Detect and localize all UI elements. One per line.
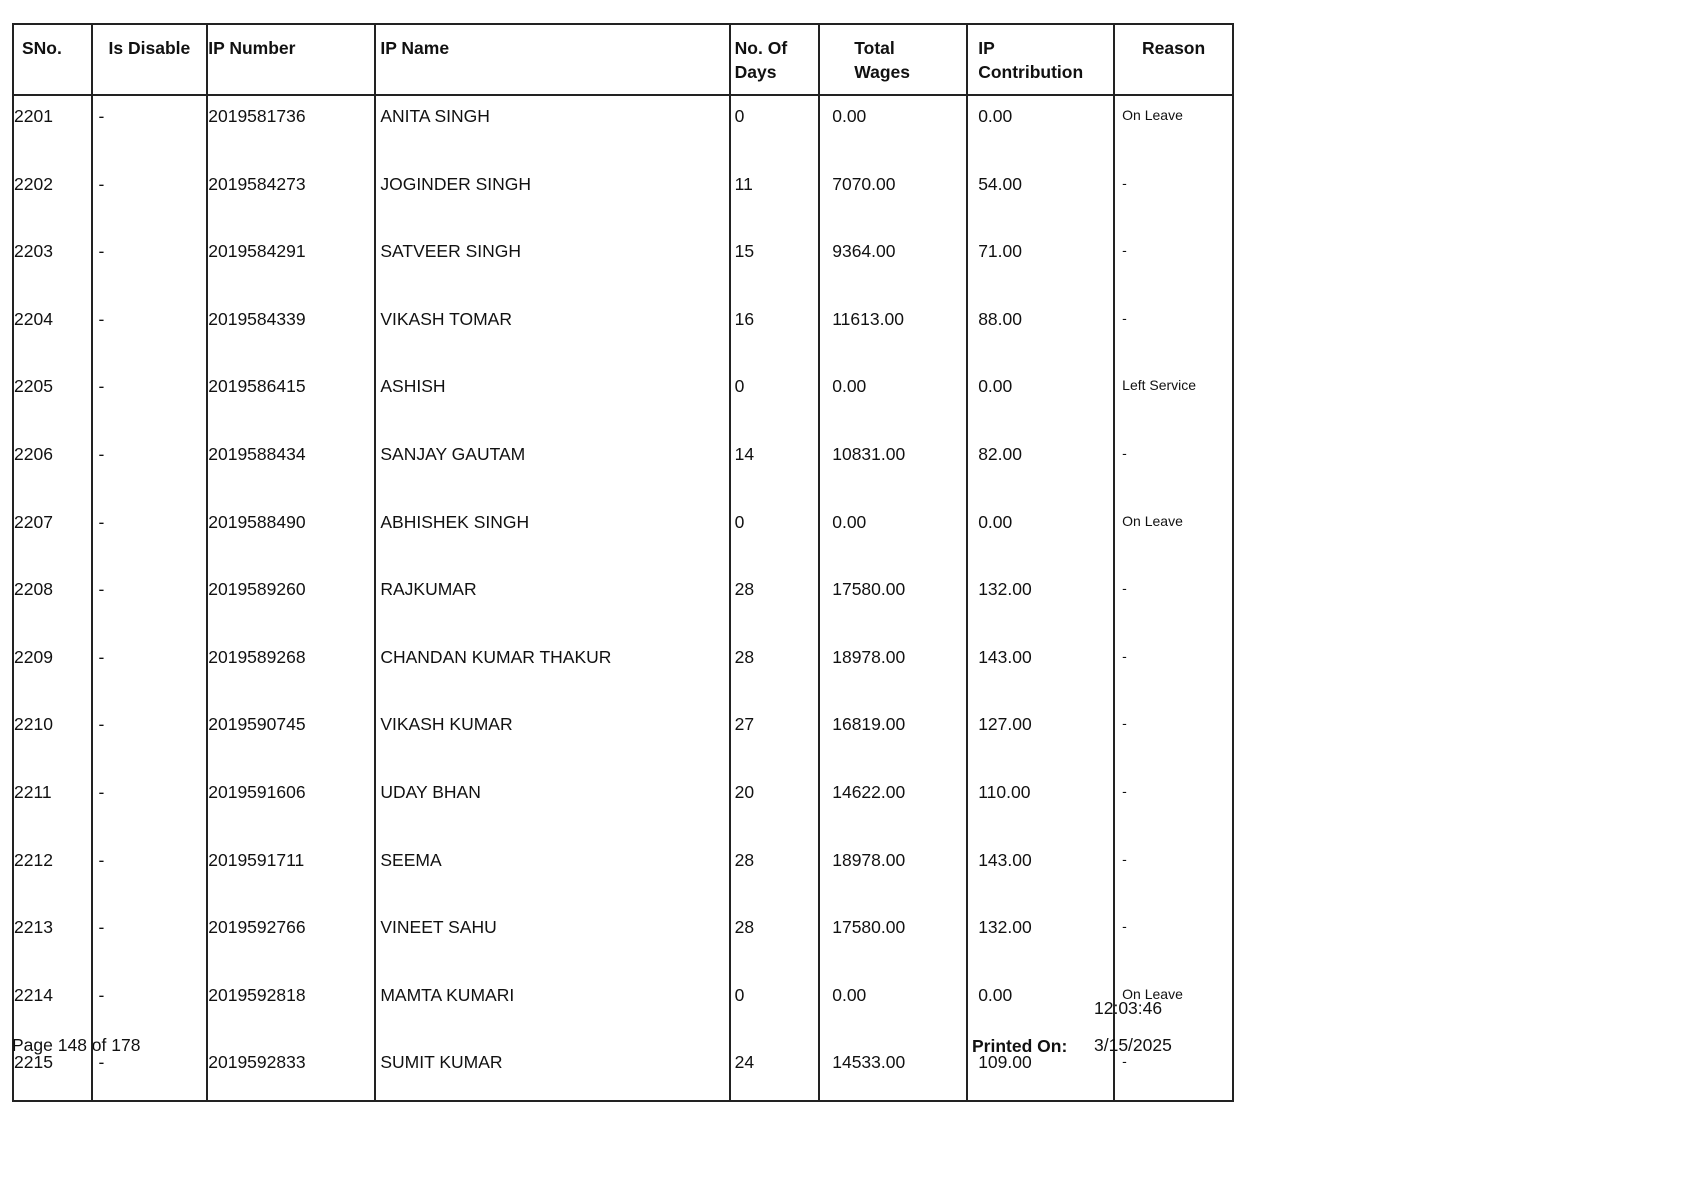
- cell-reason: -: [1114, 907, 1233, 975]
- table-row: [13, 907, 1233, 975]
- cell-is-disable: -: [92, 299, 208, 367]
- cell-reason: -: [1114, 637, 1233, 705]
- table-header-row: [13, 24, 1233, 95]
- table-row: [13, 366, 1233, 434]
- cell-is-disable: -: [92, 164, 208, 232]
- cell-total-wages: 0.00: [819, 95, 967, 164]
- cell-ip-name: ABHISHEK SINGH: [375, 502, 729, 570]
- cell-sno: 2208: [14, 579, 53, 600]
- cell-ip-name: VINEET SAHU: [375, 907, 729, 975]
- cell-ip-number: 2019592766: [207, 907, 375, 975]
- page-number: Page 148 of 178: [12, 1035, 141, 1055]
- cell-days: 28: [730, 569, 820, 637]
- cell-is-disable: -: [92, 772, 208, 840]
- cell-total-wages: 0.00: [819, 502, 967, 570]
- cell-reason: Left Service: [1114, 366, 1233, 434]
- cell-reason: -: [1114, 299, 1233, 367]
- cell-is-disable: -: [92, 569, 208, 637]
- cell-is-disable: -: [92, 1042, 208, 1101]
- cell-sno: 2203: [14, 241, 53, 262]
- cell-ip-name: CHANDAN KUMAR THAKUR: [375, 637, 729, 705]
- cell-ip-contribution: 82.00: [967, 434, 1114, 502]
- cell-ip-number: 2019584339: [207, 299, 375, 367]
- cell-ip-name: MAMTA KUMARI: [375, 975, 729, 1043]
- cell-sno: 2202: [14, 173, 53, 194]
- cell-ip-name: ASHISH: [375, 366, 729, 434]
- header-ip-contribution: [967, 24, 1114, 95]
- cell-sno: 2209: [14, 646, 53, 667]
- cell-is-disable: -: [92, 840, 208, 908]
- cell-ip-contribution: 109.00: [967, 1042, 1114, 1101]
- table-row: [13, 299, 1233, 367]
- cell-ip-name: SANJAY GAUTAM: [375, 434, 729, 502]
- table-row: [13, 975, 1233, 1043]
- cell-ip-contribution: 143.00: [967, 840, 1114, 908]
- cell-sno: 2205: [14, 376, 53, 397]
- cell-is-disable: -: [92, 231, 208, 299]
- header-days-line1: No. Of: [734, 38, 788, 58]
- cell-ip-number: 2019584273: [207, 164, 375, 232]
- cell-ip-contribution: 0.00: [967, 502, 1114, 570]
- cell-ip-number: 2019581736: [207, 95, 375, 164]
- cell-total-wages: 0.00: [819, 366, 967, 434]
- cell-ip-contribution: 110.00: [967, 772, 1114, 840]
- cell-ip-name: VIKASH TOMAR: [375, 299, 729, 367]
- cell-ip-number: 2019584291: [207, 231, 375, 299]
- cell-reason: -: [1114, 772, 1233, 840]
- header-total-wages: [819, 24, 967, 95]
- header-is-disable: Is Disable: [92, 24, 208, 95]
- cell-reason: On Leave: [1114, 95, 1233, 164]
- cell-sno: 2207: [14, 511, 53, 532]
- cell-days: 0: [730, 366, 820, 434]
- cell-ip-name: SATVEER SINGH: [375, 231, 729, 299]
- cell-sno: 2213: [14, 917, 53, 938]
- header-sno: SNo.: [13, 24, 92, 95]
- cell-total-wages: 0.00: [819, 975, 967, 1043]
- cell-sno: 2206: [14, 443, 53, 464]
- cell-is-disable: -: [92, 95, 208, 164]
- cell-sno: 2215: [14, 1052, 53, 1073]
- table-row: [13, 95, 1233, 164]
- cell-total-wages: 17580.00: [819, 569, 967, 637]
- cell-ip-name: ANITA SINGH: [375, 95, 729, 164]
- cell-ip-name: RAJKUMAR: [375, 569, 729, 637]
- cell-total-wages: 14533.00: [819, 1042, 967, 1101]
- cell-reason: -: [1114, 164, 1233, 232]
- cell-sno: 2211: [14, 781, 52, 802]
- cell-reason: On Leave: [1114, 975, 1233, 1043]
- cell-total-wages: 7070.00: [819, 164, 967, 232]
- table-row: [13, 164, 1233, 232]
- cell-days: 0: [730, 502, 820, 570]
- cell-days: 14: [730, 434, 820, 502]
- header-contrib-line1: IP: [978, 38, 995, 58]
- cell-sno: 2204: [14, 308, 53, 329]
- cell-days: 27: [730, 704, 820, 772]
- cell-days: 15: [730, 231, 820, 299]
- header-reason: Reason: [1114, 24, 1233, 95]
- cell-ip-number: 2019588434: [207, 434, 375, 502]
- cell-sno: 2210: [14, 714, 53, 735]
- cell-ip-contribution: 132.00: [967, 907, 1114, 975]
- cell-ip-contribution: 0.00: [967, 975, 1114, 1043]
- cell-days: 28: [730, 840, 820, 908]
- table-row: [13, 231, 1233, 299]
- cell-days: 0: [730, 95, 820, 164]
- cell-days: 28: [730, 907, 820, 975]
- cell-days: 28: [730, 637, 820, 705]
- table-row: [13, 569, 1233, 637]
- cell-ip-name: SUMIT KUMAR: [375, 1042, 729, 1101]
- cell-ip-contribution: 71.00: [967, 231, 1114, 299]
- table-row: [13, 840, 1233, 908]
- cell-reason: -: [1114, 231, 1233, 299]
- cell-reason: On Leave: [1114, 502, 1233, 570]
- print-time: 12:03:46: [1094, 998, 1163, 1018]
- cell-ip-number: 2019592833: [207, 1042, 375, 1101]
- cell-ip-number: 2019591711: [207, 840, 375, 908]
- cell-is-disable: -: [92, 434, 208, 502]
- cell-ip-number: 2019591606: [207, 772, 375, 840]
- cell-days: 11: [730, 164, 820, 232]
- contribution-table: [12, 23, 1234, 1102]
- table-row: [13, 502, 1233, 570]
- cell-ip-name: SEEMA: [375, 840, 729, 908]
- cell-total-wages: 16819.00: [819, 704, 967, 772]
- cell-total-wages: 10831.00: [819, 434, 967, 502]
- table-row: [13, 434, 1233, 502]
- cell-reason: -: [1114, 434, 1233, 502]
- cell-reason: -: [1114, 704, 1233, 772]
- cell-days: 16: [730, 299, 820, 367]
- cell-is-disable: -: [92, 637, 208, 705]
- cell-ip-contribution: 54.00: [967, 164, 1114, 232]
- cell-is-disable: -: [92, 907, 208, 975]
- cell-total-wages: 11613.00: [819, 299, 967, 367]
- cell-ip-name: JOGINDER SINGH: [375, 164, 729, 232]
- cell-is-disable: -: [92, 366, 208, 434]
- cell-total-wages: 18978.00: [819, 637, 967, 705]
- cell-ip-name: UDAY BHAN: [375, 772, 729, 840]
- cell-ip-contribution: 88.00: [967, 299, 1114, 367]
- header-wages-line2: Wages: [854, 62, 910, 82]
- cell-ip-number: 2019590745: [207, 704, 375, 772]
- cell-ip-number: 2019588490: [207, 502, 375, 570]
- cell-ip-contribution: 0.00: [967, 95, 1114, 164]
- table-row: [13, 772, 1233, 840]
- header-days: [730, 24, 820, 95]
- cell-ip-number: 2019589260: [207, 569, 375, 637]
- header-wages-line1: Total: [854, 38, 895, 58]
- cell-ip-contribution: 0.00: [967, 366, 1114, 434]
- cell-days: 24: [730, 1042, 820, 1101]
- header-days-line2: Days: [734, 62, 777, 82]
- header-ip-number: IP Number: [207, 24, 375, 95]
- cell-sno: 2212: [14, 849, 53, 870]
- table-body: [13, 95, 1233, 1101]
- cell-is-disable: -: [92, 704, 208, 772]
- cell-reason: -: [1114, 569, 1233, 637]
- table-row: [13, 704, 1233, 772]
- table-row: [13, 637, 1233, 705]
- cell-total-wages: 14622.00: [819, 772, 967, 840]
- cell-ip-contribution: 143.00: [967, 637, 1114, 705]
- cell-is-disable: -: [92, 975, 208, 1043]
- printed-on-label: Printed On:: [972, 1036, 1068, 1056]
- cell-ip-number: 2019592818: [207, 975, 375, 1043]
- cell-sno: 2214: [14, 984, 53, 1005]
- cell-ip-contribution: 132.00: [967, 569, 1114, 637]
- cell-ip-name: VIKASH KUMAR: [375, 704, 729, 772]
- print-date: 3/15/2025: [1094, 1035, 1172, 1055]
- cell-reason: -: [1114, 1042, 1233, 1101]
- header-contrib-line2: Contribution: [978, 62, 1084, 82]
- header-ip-name: IP Name: [375, 24, 729, 95]
- cell-ip-number: 2019589268: [207, 637, 375, 705]
- cell-reason: -: [1114, 840, 1233, 908]
- cell-total-wages: 17580.00: [819, 907, 967, 975]
- cell-total-wages: 9364.00: [819, 231, 967, 299]
- cell-ip-number: 2019586415: [207, 366, 375, 434]
- cell-is-disable: -: [92, 502, 208, 570]
- cell-days: 0: [730, 975, 820, 1043]
- cell-ip-contribution: 127.00: [967, 704, 1114, 772]
- cell-days: 20: [730, 772, 820, 840]
- cell-sno: 2201: [14, 106, 53, 126]
- cell-total-wages: 18978.00: [819, 840, 967, 908]
